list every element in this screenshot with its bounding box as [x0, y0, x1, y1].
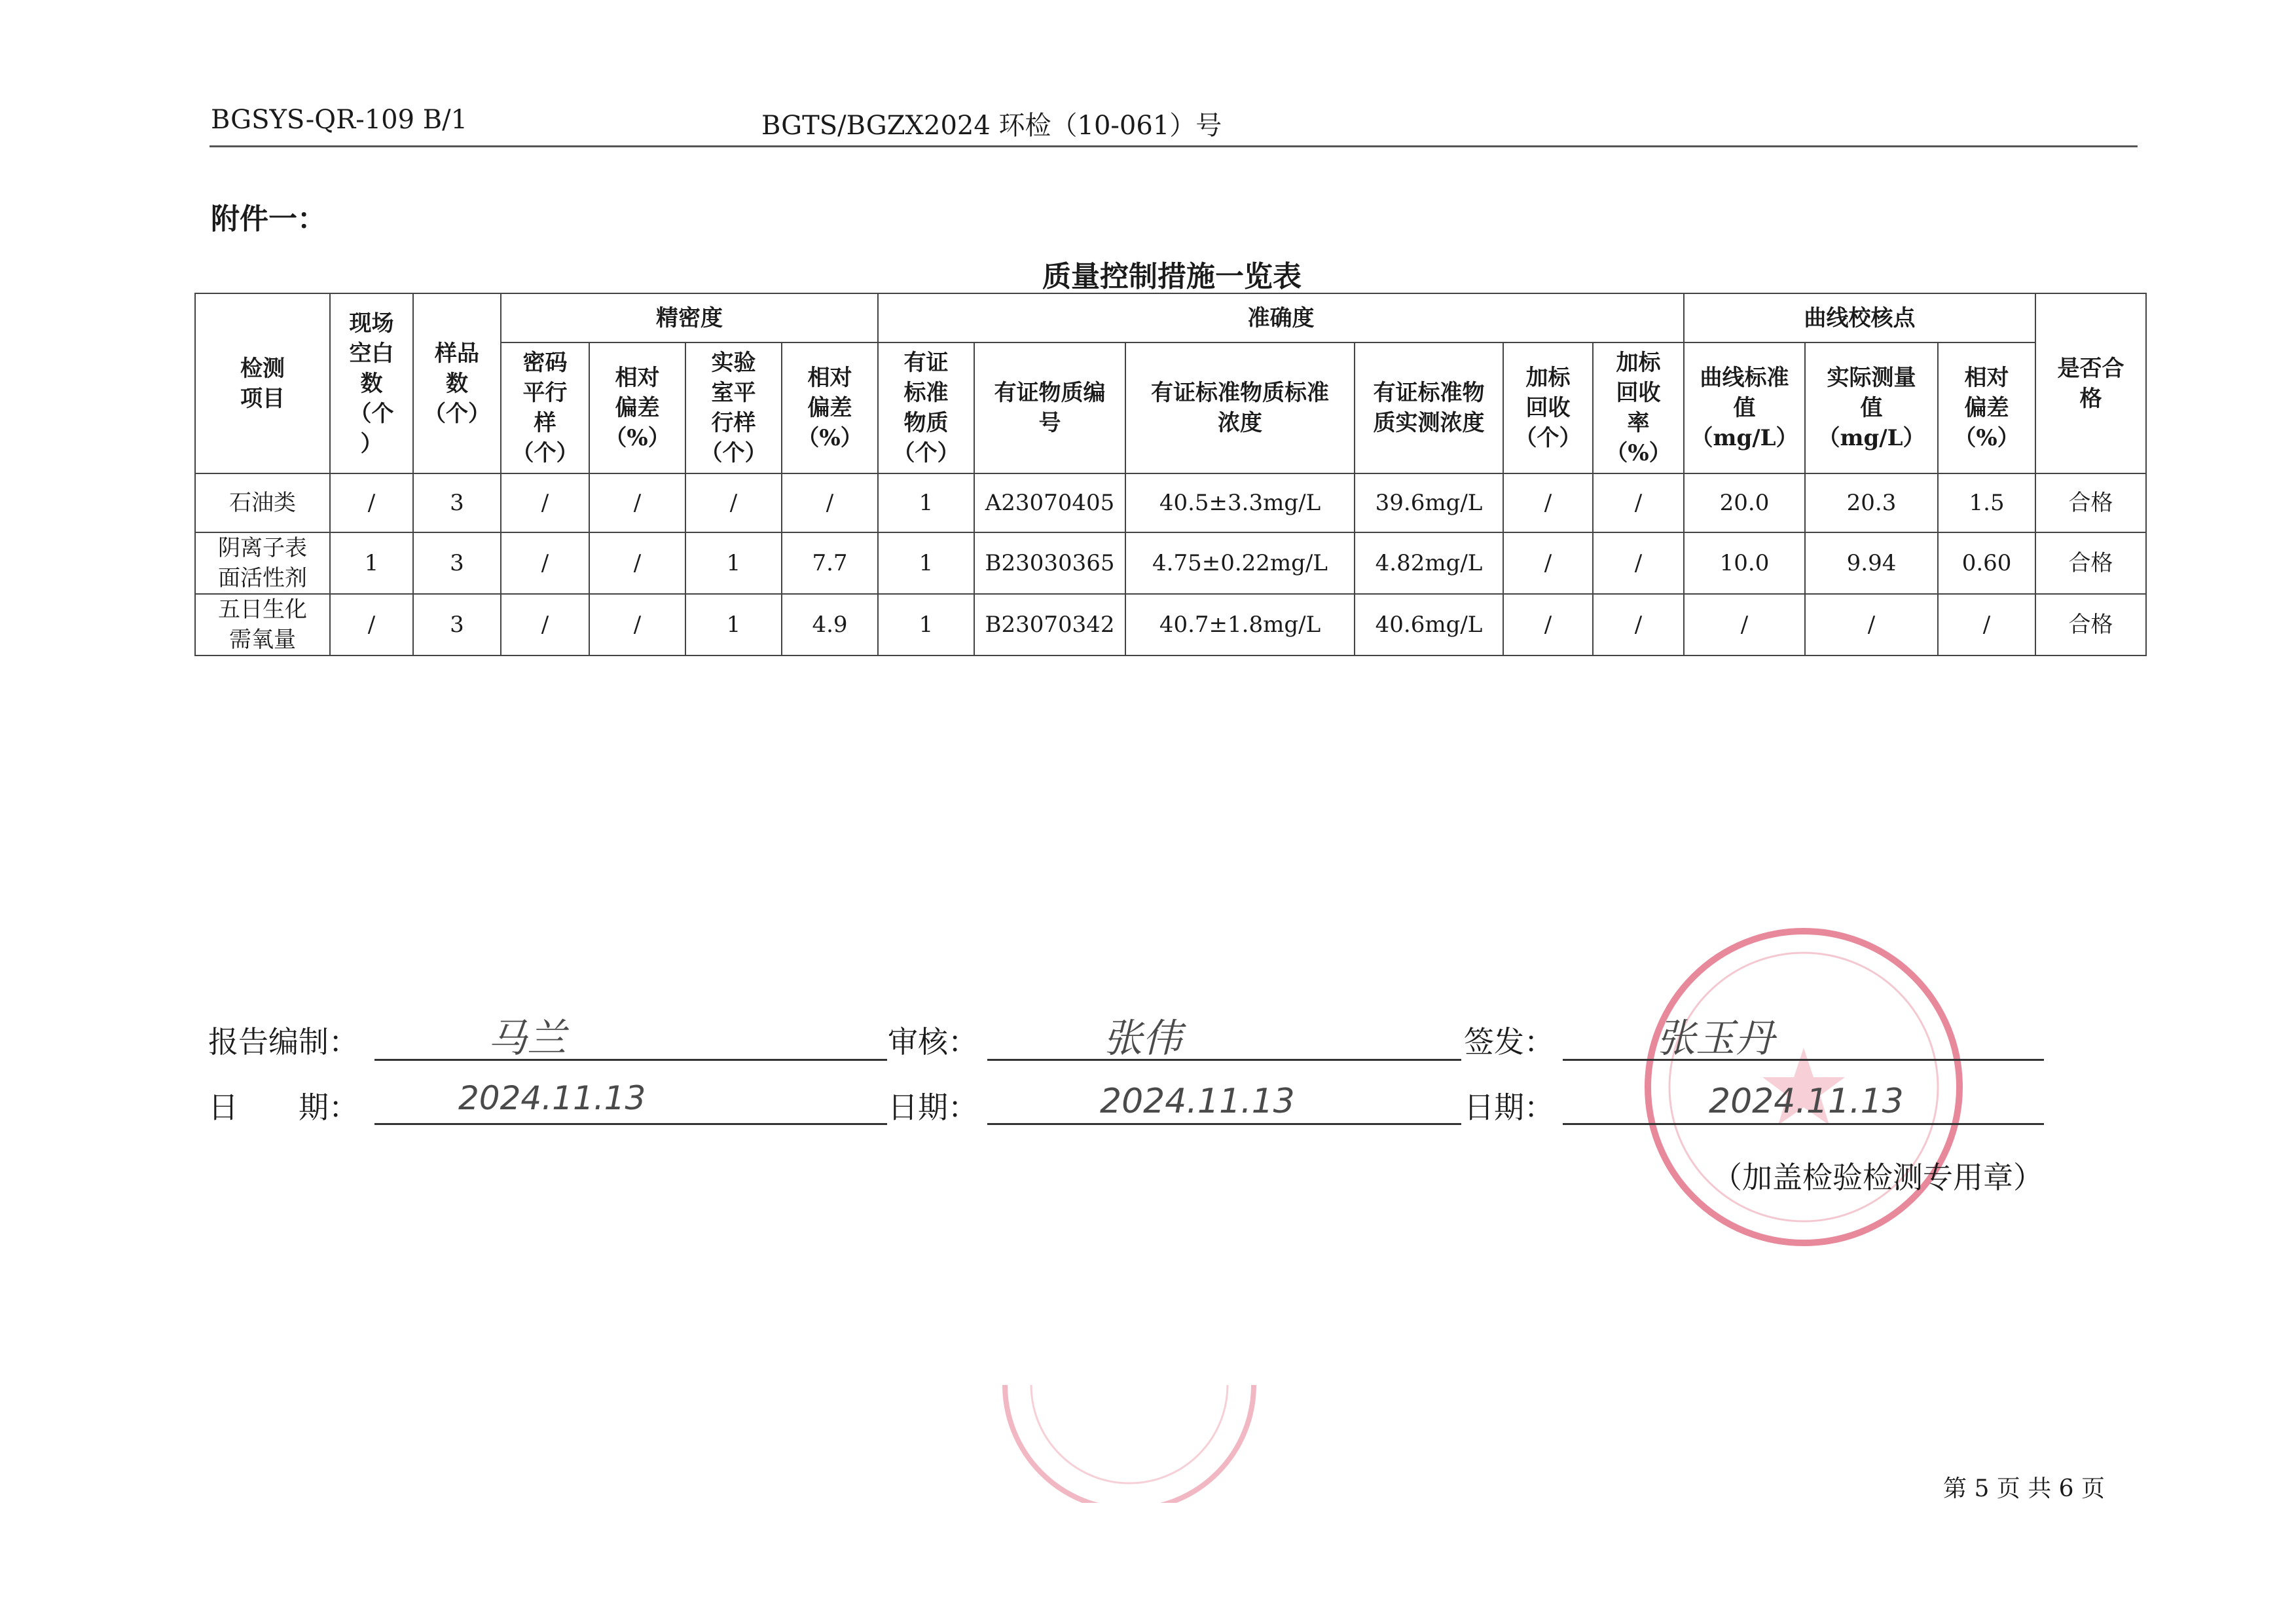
header-precision-group: 精密度	[501, 293, 878, 342]
table-cell: 阴离子表 面活性剂	[195, 532, 330, 594]
header-lab-parallel: 实验 室平 行样 （个）	[685, 342, 782, 473]
attachment-label: 附件一：	[211, 202, 326, 236]
table-cell: 40.5±3.3mg/L	[1125, 473, 1355, 532]
table-cell: /	[1593, 594, 1684, 655]
table-cell: /	[1503, 594, 1593, 655]
header-divider	[210, 145, 2138, 147]
table-cell: 3	[413, 532, 501, 594]
table-row	[195, 473, 2146, 532]
issued-by-signature: 张玉丹	[1656, 1016, 1774, 1061]
table-cell: 4.9	[782, 594, 878, 655]
table-cell: 1	[878, 532, 974, 594]
partial-seal-icon	[992, 1372, 1267, 1503]
header-spike-rate: 加标 回收 率 （%）	[1593, 342, 1684, 473]
table-cell: 20.0	[1684, 473, 1805, 532]
table-cell: /	[501, 473, 589, 532]
header-field-blank: 现场 空白 数 （个 ）	[330, 293, 413, 473]
table-cell: 40.6mg/L	[1355, 594, 1503, 655]
table-cell: 7.7	[782, 532, 878, 594]
table-title: 质量控制措施一览表	[1042, 260, 1302, 293]
table-cell: 4.75±0.22mg/L	[1125, 532, 1355, 594]
date-prepared-handwritten: 2024.11.13	[458, 1079, 646, 1117]
table-cell: 合格	[2035, 473, 2146, 532]
report-number: BGTS/BGZX2024 环检（10-061）号	[761, 111, 1222, 141]
table-cell: /	[1593, 532, 1684, 594]
header-curve-measured: 实际测量 值 （mg/L）	[1805, 342, 1938, 473]
table-cell: /	[782, 473, 878, 532]
table-cell: /	[330, 473, 413, 532]
reviewed-by-signature: 张伟	[1103, 1016, 1182, 1061]
header-relative-deviation-1: 相对 偏差 （%）	[589, 342, 685, 473]
table-cell: 3	[413, 594, 501, 655]
table-cell: 合格	[2035, 532, 2146, 594]
header-curve-standard: 曲线标准 值 （mg/L）	[1684, 342, 1805, 473]
table-cell: 20.3	[1805, 473, 1938, 532]
header-curve-deviation: 相对 偏差 （%）	[1938, 342, 2035, 473]
date-reviewed-handwritten: 2024.11.13	[1100, 1082, 1295, 1121]
header-blind-parallel: 密码 平行 样 （个）	[501, 342, 589, 473]
table-cell: B23030365	[974, 532, 1125, 594]
table-cell: 40.7±1.8mg/L	[1125, 594, 1355, 655]
table-cell: 9.94	[1805, 532, 1938, 594]
table-cell: /	[1805, 594, 1938, 655]
table-cell: 合格	[2035, 594, 2146, 655]
table-cell: 石油类	[195, 473, 330, 532]
header-crm-measured: 有证标准物 质实测浓度	[1355, 342, 1503, 473]
header-accuracy-group: 准确度	[878, 293, 1684, 342]
header-relative-deviation-2: 相对 偏差 （%）	[782, 342, 878, 473]
table-cell: 五日生化 需氧量	[195, 594, 330, 655]
table-cell: /	[1593, 473, 1684, 532]
prepared-by-signature: 马兰	[488, 1016, 566, 1061]
form-code: BGSYS-QR-109 B/1	[211, 105, 468, 135]
page-number: 第 5 页 共 6 页	[1943, 1475, 2105, 1502]
date-label-prepared: 日 期：	[208, 1090, 359, 1125]
table-cell: /	[1684, 594, 1805, 655]
prepared-by-line	[374, 1059, 887, 1061]
table-cell: 39.6mg/L	[1355, 473, 1503, 532]
quality-control-table	[194, 293, 2147, 656]
table-cell: 1	[878, 473, 974, 532]
header-spike-count: 加标 回收 （个）	[1503, 342, 1593, 473]
table-cell: 1.5	[1938, 473, 2035, 532]
table-cell: /	[501, 594, 589, 655]
table-cell: 0.60	[1938, 532, 2035, 594]
date-issued-handwritten: 2024.11.13	[1709, 1082, 1904, 1121]
table-cell: B23070342	[974, 594, 1125, 655]
table-row	[195, 532, 2146, 594]
table-cell: /	[589, 594, 685, 655]
header-qualified: 是否合 格	[2035, 293, 2146, 473]
header-crm-count: 有证 标准 物质 （个）	[878, 342, 974, 473]
table-cell: /	[1503, 473, 1593, 532]
table-cell: 10.0	[1684, 532, 1805, 594]
table-cell: /	[330, 594, 413, 655]
table-cell: 1	[685, 532, 782, 594]
table-cell: 3	[413, 473, 501, 532]
date-line-reviewed	[987, 1123, 1461, 1125]
reviewed-by-line	[987, 1059, 1461, 1061]
date-label-issued: 日期：	[1464, 1090, 1554, 1125]
header-samples: 样品 数 （个）	[413, 293, 501, 473]
table-cell: /	[589, 532, 685, 594]
table-cell: /	[685, 473, 782, 532]
prepared-by-label: 报告编制：	[208, 1024, 359, 1060]
table-cell: /	[501, 532, 589, 594]
table-cell: A23070405	[974, 473, 1125, 532]
stamp-note: （加盖检验检测专用章）	[1712, 1160, 2043, 1195]
header-crm-concentration: 有证标准物质标准 浓度	[1125, 342, 1355, 473]
issued-by-line	[1563, 1059, 2044, 1061]
issued-by-label: 签发：	[1464, 1024, 1554, 1060]
table-cell: 4.82mg/L	[1355, 532, 1503, 594]
table-cell: /	[1503, 532, 1593, 594]
reviewed-by-label: 审核：	[888, 1024, 978, 1060]
header-curve-group: 曲线校核点	[1684, 293, 2035, 342]
table-cell: 1	[685, 594, 782, 655]
header-item: 检测 项目	[195, 293, 330, 473]
date-label-reviewed: 日期：	[888, 1090, 978, 1125]
header-crm-number: 有证物质编 号	[974, 342, 1125, 473]
table-cell: 1	[878, 594, 974, 655]
date-line-prepared	[374, 1123, 887, 1125]
table-cell: /	[1938, 594, 2035, 655]
table-row	[195, 594, 2146, 655]
table-cell: /	[589, 473, 685, 532]
table-cell: 1	[330, 532, 413, 594]
date-line-issued	[1563, 1123, 2044, 1125]
